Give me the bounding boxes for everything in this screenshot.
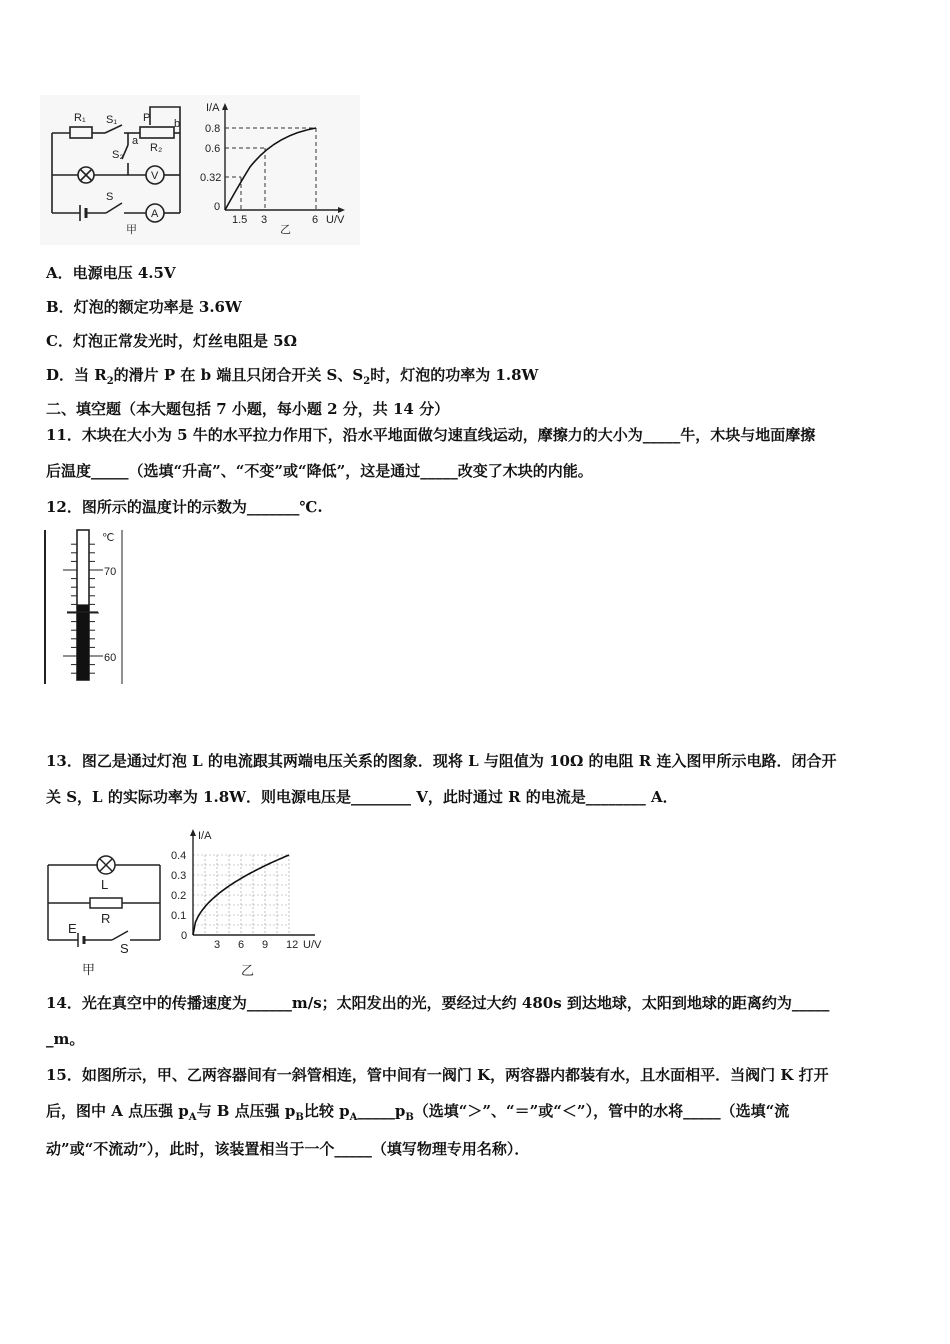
thermo-liquid xyxy=(77,604,89,680)
q13-ytick-label: 0.3 xyxy=(171,870,187,882)
q13-origin: 0 xyxy=(181,930,188,942)
graph-origin: 0 xyxy=(214,201,221,213)
option-d-sub2: 2 xyxy=(363,376,371,387)
ytick-2: 0.32 xyxy=(200,172,222,184)
label-r2: R₂ xyxy=(150,142,163,154)
q13-circuit xyxy=(40,843,165,978)
q12-text: 12．图所示的温度计的示数为_______℃. xyxy=(46,498,323,516)
top-figure xyxy=(40,95,360,245)
q13-chart xyxy=(165,825,335,980)
option-d-mid: 的滑片 P 在 b 端且只闭合开关 S、S xyxy=(113,366,364,384)
q13-xlabel: U/V xyxy=(303,939,322,951)
q15-l2-mid: 与 B 点压强 p xyxy=(196,1102,296,1120)
q13-xticks xyxy=(214,939,298,951)
q13-xtick-label: 6 xyxy=(238,939,245,951)
label-s2: S₂ xyxy=(112,149,124,161)
q11-line2: 后温度_____（选填“升高”、“不变”或“降低”，这是通过_____改变了木块的内能。 xyxy=(46,462,593,480)
q13-xtick-label: 12 xyxy=(286,939,299,951)
section-heading: 二、填空题（本大题包括 7 小题，每小题 2 分，共 14 分） xyxy=(46,400,450,418)
option-d-post: 时，灯泡的功率为 1.8W xyxy=(370,366,539,384)
q11-line1: 11．木块在大小为 5 牛的水平拉力作用下，沿水平地面做匀速直线运动，摩擦力的大小为_____牛，木块与地面摩擦 xyxy=(46,426,816,444)
label-r1: R₁ xyxy=(74,112,86,124)
label-p: P xyxy=(143,112,151,124)
xtick-1: 3 xyxy=(261,214,268,226)
label-s-q13: S xyxy=(120,941,129,956)
q13-ytick-label: 0.1 xyxy=(171,910,187,922)
q13-ytick-label: 0.2 xyxy=(171,890,187,902)
q15-sub-b: B xyxy=(295,1112,304,1123)
q15-l2-post: （选填“＞”、“＝”或“＜”），管中的水将_____（选填“流 xyxy=(413,1102,790,1120)
option-a: A．电源电压 4.5V xyxy=(46,264,176,282)
q15-l2-pre: 后，图中 A 点压强 p xyxy=(46,1102,189,1120)
option-b: B．灯泡的额定功率是 3.6W xyxy=(46,298,242,316)
option-d-sub: 2 xyxy=(106,376,114,387)
label-r: R xyxy=(101,911,111,926)
graph-xlabel: U/V xyxy=(326,214,345,226)
q13-grid xyxy=(193,855,289,935)
q14-line2: _m。 xyxy=(46,1030,85,1048)
q13-yticks xyxy=(171,850,186,922)
switch-s xyxy=(112,931,128,940)
q15-line3: 动”或“不流动”），此时，该装置相当于一个_____（填写物理专用名称）． xyxy=(46,1140,530,1158)
option-d-pre: D．当 R xyxy=(46,366,107,384)
q13-xtick-label: 9 xyxy=(262,939,269,951)
label-v: V xyxy=(151,170,159,182)
thermo-unit: ℃ xyxy=(102,532,115,544)
label-ammeter: A xyxy=(151,208,159,220)
q15-line1: 15．如图所示，甲、乙两容器间有一斜管相连，管中间有一阀门 K，两容器内都装有水，且水面相平．当阀门 K 打开 xyxy=(46,1066,829,1084)
q13-xtick-label: 3 xyxy=(214,939,221,951)
label-s1: S₁ xyxy=(106,114,118,126)
option-c: C．灯泡正常发光时，灯丝电阻是 5Ω xyxy=(46,332,297,350)
label-a: a xyxy=(132,135,139,147)
label-s: S xyxy=(106,191,114,203)
caption-jia: 甲 xyxy=(126,224,137,236)
thermometer xyxy=(40,528,130,688)
q15-l2-mid3: _____p xyxy=(357,1102,406,1120)
xtick-2: 6 xyxy=(312,214,319,226)
thermo-label-60: 60 xyxy=(104,652,117,664)
caption-yi: 乙 xyxy=(280,224,291,236)
label-e: E xyxy=(68,921,77,936)
xtick-0: 1.5 xyxy=(232,214,248,226)
resistor-r xyxy=(90,898,122,908)
label-l: L xyxy=(101,877,109,892)
q15-sub-a2: A xyxy=(349,1112,358,1123)
label-b: b xyxy=(174,118,181,130)
q13-ytick-label: 0.4 xyxy=(171,850,187,862)
ytick-1: 0.6 xyxy=(205,143,221,155)
graph-ylabel: I/A xyxy=(206,102,220,114)
q13-y-arrow xyxy=(190,829,196,836)
caption-jia-q13: 甲 xyxy=(82,962,96,977)
q13-ylabel: I/A xyxy=(198,830,212,842)
q15-l2-mid2: 比较 p xyxy=(303,1102,350,1120)
caption-yi-q13: 乙 xyxy=(241,963,255,978)
option-d xyxy=(46,364,538,387)
q15-sub-b2: B xyxy=(405,1112,414,1123)
ytick-0: 0.8 xyxy=(205,123,221,135)
thermo-label-70: 70 xyxy=(104,566,117,578)
q13-line2: 关 S，L 的实际功率为 1.8W．则电源电压是________ V，此时通过 R 的电流是________ A． xyxy=(46,788,678,806)
q14-line1: 14．光在真空中的传播速度为______m/s；太阳发出的光，要经过大约 480s 到达地球，太阳到地球的距离约为_____ xyxy=(46,994,830,1012)
q13-line1: 13．图乙是通过灯泡 L 的电流跟其两端电压关系的图象．现将 L 与阻值为 10Ω 的电阻 R 连入图甲所示电路．闭合开 xyxy=(46,752,837,770)
q15-sub-a: A xyxy=(188,1112,197,1123)
q15-line2 xyxy=(46,1100,789,1123)
